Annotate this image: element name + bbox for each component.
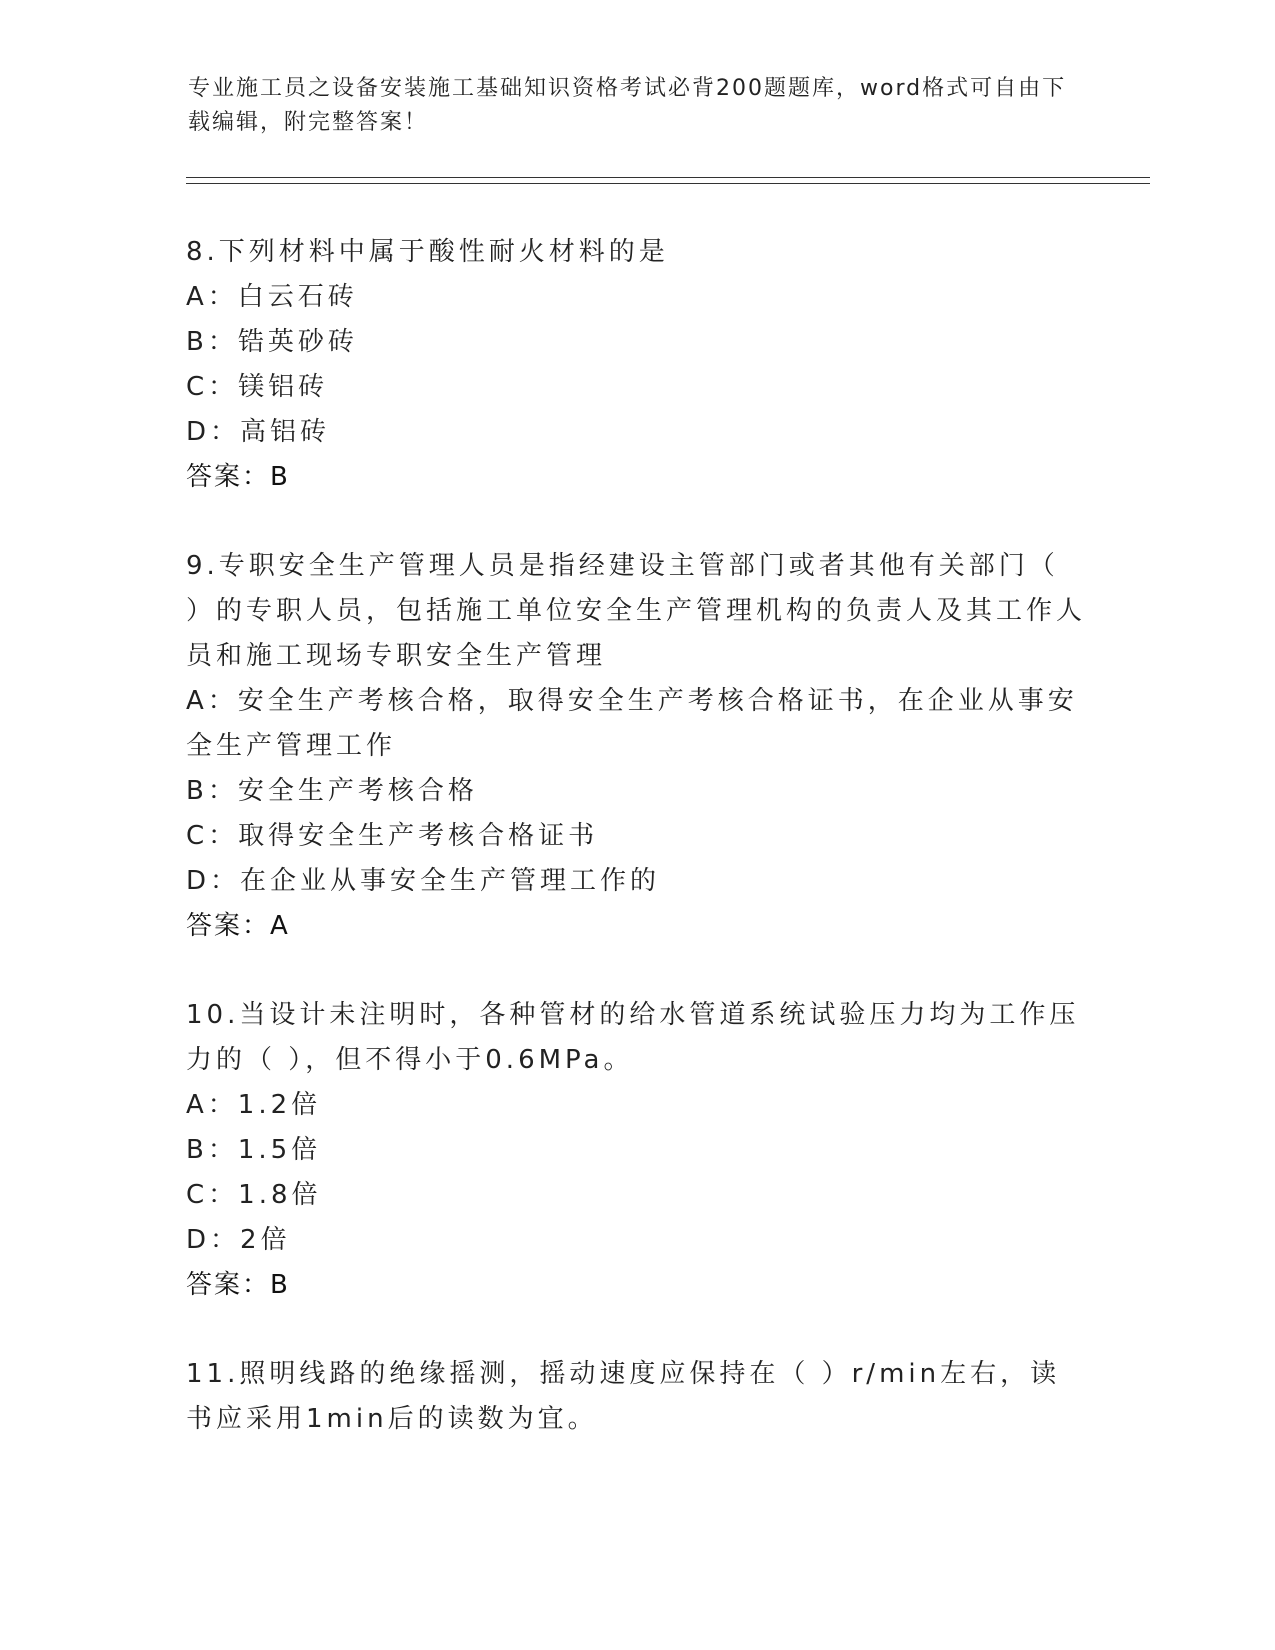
question-10 — [186, 993, 1086, 1308]
question-stem: 8.下列材料中属于酸性耐火材料的是 — [186, 237, 669, 267]
question-11 — [186, 1352, 1086, 1442]
option-b: B：1.5倍 — [186, 1135, 322, 1165]
option-b: B：安全生产考核合格 — [186, 776, 478, 806]
option-a: A：1.2倍 — [186, 1090, 322, 1120]
option-d: D：高铝砖 — [186, 417, 331, 447]
question-8 — [186, 230, 1086, 500]
option-c: C：1.8倍 — [186, 1180, 322, 1210]
answer-label: 答案：B — [186, 1270, 290, 1300]
header-divider — [186, 177, 1150, 184]
answer-label: 答案：A — [186, 911, 290, 941]
option-b: B：锆英砂砖 — [186, 327, 358, 357]
question-stem: 9.专职安全生产管理人员是指经建设主管部门或者其他有关部门（ ）的专职人员，包括施工单位安全生产管理机构的负责人及其工作人员和施工现场专职安全生产管理 — [186, 551, 1087, 671]
option-c: C：取得安全生产考核合格证书 — [186, 821, 599, 851]
option-d: D：在企业从事安全生产管理工作的 — [186, 866, 661, 896]
question-9 — [186, 544, 1086, 949]
answer-label: 答案：B — [186, 462, 290, 492]
question-list — [186, 230, 1086, 1486]
question-stem: 10.当设计未注明时，各种管材的给水管道系统试验压力均为工作压力的（ ），但不得小于0.6MPa。 — [186, 1000, 1080, 1075]
question-stem: 11.照明线路的绝缘摇测，摇动速度应保持在（ ）r/min左右，读书应采用1min后的读数为宜。 — [186, 1359, 1061, 1434]
option-a: A：白云石砖 — [186, 282, 358, 312]
option-c: C：镁铝砖 — [186, 372, 329, 402]
document-header: 专业施工员之设备安装施工基础知识资格考试必背200题题库，word格式可自由下载编辑，附完整答案！ — [188, 76, 1067, 135]
option-d: D：2倍 — [186, 1225, 291, 1255]
option-a: A：安全生产考核合格，取得安全生产考核合格证书，在企业从事安全生产管理工作 — [186, 686, 1078, 761]
